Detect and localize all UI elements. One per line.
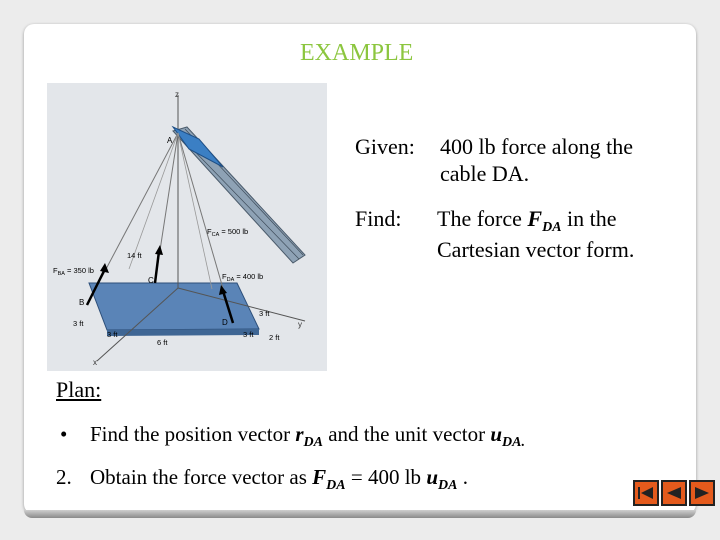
next-slide-button[interactable] xyxy=(689,480,715,506)
floor-plate xyxy=(89,283,259,330)
dim-2ft: 2 ft xyxy=(269,333,280,342)
plan-step-1: Find the position vector $r_{DA}$ and the unit vector $u_{DA.}$ xyxy=(90,422,525,450)
z-axis-label: z xyxy=(175,90,179,99)
first-slide-button[interactable] xyxy=(633,480,659,506)
prev-icon xyxy=(665,485,683,501)
plan-heading: Plan: xyxy=(56,377,102,402)
y-axis-label: y xyxy=(298,320,302,329)
plan-bullet: • xyxy=(60,422,68,446)
find-text: The force $F_{DA}$ in the Cartesian vector form. xyxy=(437,206,635,262)
crane-diagram xyxy=(47,83,327,371)
plan-step-2: Obtain the force vector as $F_{DA} = 400$ lb $u_{DA}$ . xyxy=(90,465,468,493)
point-D-label: D xyxy=(222,318,228,327)
dim-3ft-a: 3 ft xyxy=(73,319,84,328)
force-CA-arrow xyxy=(155,251,159,283)
find-label: Find: xyxy=(355,206,402,231)
previous-slide-button[interactable] xyxy=(661,480,687,506)
crane-head xyxy=(173,127,223,167)
force-CA-label: $F_{CA} = 500$ lb xyxy=(207,227,249,238)
dim-3ft-d: 3 ft xyxy=(243,330,254,339)
slide-navigation xyxy=(633,480,715,506)
slide-bottom-bar xyxy=(24,510,696,518)
point-A-label: A xyxy=(167,136,173,145)
x-axis-label: x xyxy=(93,358,97,367)
given-text: 400 lb force along the cable DA. xyxy=(440,134,634,186)
dim-3ft-c: 3 ft xyxy=(259,309,270,318)
dim-3ft-b: 3 ft xyxy=(107,330,118,339)
dim-6ft: 6 ft xyxy=(157,338,168,347)
force-BA-label: $F_{BA} = 350$ lb xyxy=(53,266,94,277)
next-icon xyxy=(693,485,711,501)
point-B-label: B xyxy=(79,298,85,307)
plan-number-2: 2. xyxy=(56,465,72,489)
floor-plate-edge xyxy=(107,329,259,336)
given-label: Given: xyxy=(355,134,415,159)
point-C-label: C xyxy=(148,276,154,285)
dim-14ft: 14 ft xyxy=(127,251,142,260)
first-icon xyxy=(637,485,655,501)
crane-figure xyxy=(47,83,327,371)
slide-title: EXAMPLE xyxy=(300,40,414,66)
force-DA-label: $F_{DA} = 400$ lb xyxy=(222,272,264,283)
